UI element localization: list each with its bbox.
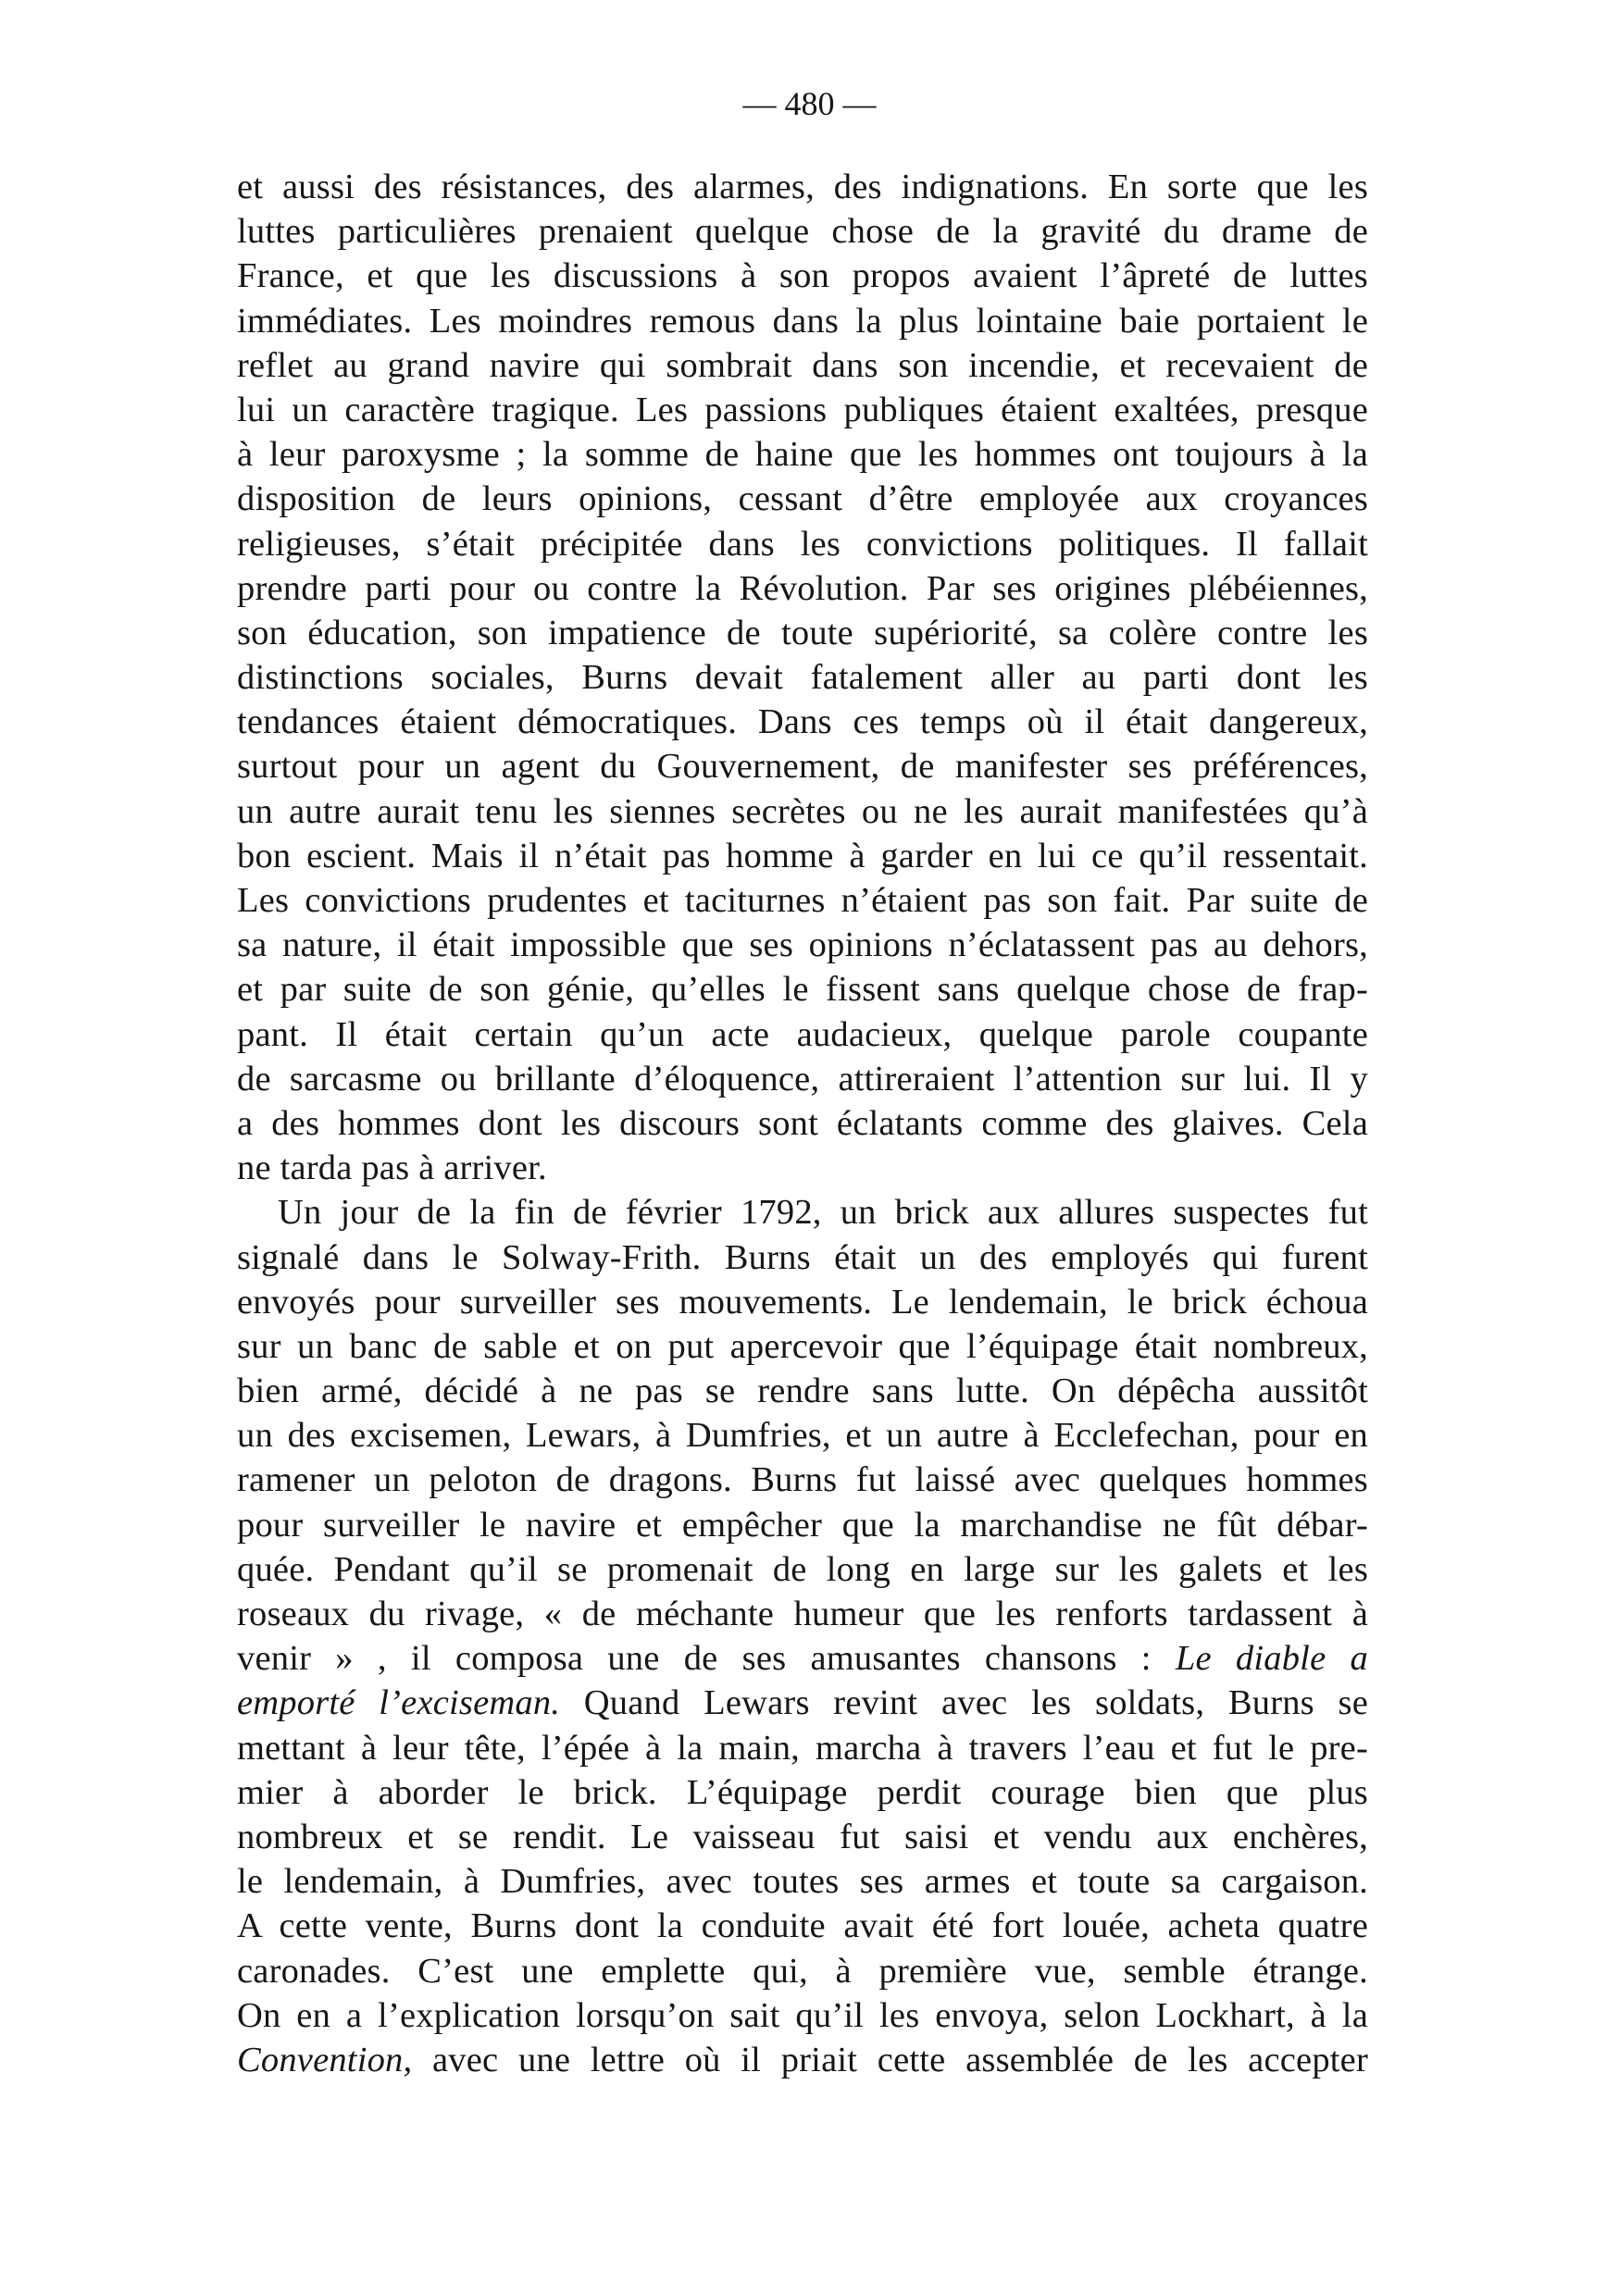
text-line <box>237 2038 1368 2082</box>
text-line: le lendemain, à Dumfries, avec toutes ses armes et toute sa cargaison. <box>237 1862 1368 1902</box>
song-title-italic: emporté l’exciseman. <box>237 1683 561 1723</box>
text-line: son éducation, son impatience de toute supériorité, sa colère contre les <box>237 613 1368 652</box>
text-line: mettant à leur tête, l’épée à la main, marcha à travers l’eau et fut le pre- <box>237 1728 1368 1768</box>
text-line: reflet au grand navire qui sombrait dans son incendie, et recevaient de <box>237 345 1368 385</box>
text-line: un autre aurait tenu les siennes secrètes ou ne les aurait manifestées qu’à <box>237 791 1368 831</box>
paragraph <box>237 1190 1368 2082</box>
text-line: A cette vente, Burns dont la conduite avait été fort louée, acheta quatre <box>237 1906 1368 1946</box>
text-line: religieuses, s’était précipitée dans les convictions politiques. Il fallait <box>237 524 1368 564</box>
text-line: et aussi des résistances, des alarmes, des indignations. En sorte que les <box>237 168 1368 206</box>
text-line: immédiates. Les moindres remous dans la plus lointaine baie portaient le <box>237 301 1368 341</box>
text-line: roseaux du rivage, « de méchante humeur que les renforts tardassent à <box>237 1595 1368 1633</box>
text-line: lui un caractère tragique. Les passions publiques étaient exaltées, presque <box>237 390 1368 429</box>
text-line: caronades. C’est une emplette qui, à première vue, semble étrange. <box>237 1951 1368 1991</box>
text-line: sa nature, il était impossible que ses opinions n’éclatassent pas au dehors, <box>237 925 1368 965</box>
text-line: envoyés pour surveiller ses mouvements. Le lendemain, le brick échoua <box>237 1282 1368 1322</box>
text-line: un des excisemen, Lewars, à Dumfries, et un autre à Ecclefechan, pour en <box>237 1416 1368 1456</box>
text-line: de sarcasme ou brillante d’éloquence, attireraient l’attention sur lui. Il y <box>237 1059 1368 1098</box>
convention-italic: Convention, <box>237 2040 413 2079</box>
text-line: à leur paroxysme ; la somme de haine que les hommes ont toujours à la <box>237 435 1368 475</box>
text-line: bien armé, décidé à ne pas se rendre sans lutte. On dépêcha aussitôt <box>237 1371 1368 1411</box>
text-line: disposition de leurs opinions, cessant d’être employée aux croyances <box>237 479 1368 519</box>
text-line <box>237 1636 1368 1681</box>
text-line: France, et que les discussions à son propos avaient l’âpreté de luttes <box>237 256 1368 296</box>
paragraph <box>237 165 1368 1190</box>
song-title-italic: Le diable a <box>1175 1639 1368 1679</box>
text-line: Un jour de la fin de février 1792, un brick aux allures suspectes fut <box>278 1193 1368 1233</box>
text-line: ramener un peloton de dragons. Burns fut laissé avec quelques hommes <box>237 1460 1368 1500</box>
text-line <box>237 1681 1368 1725</box>
text-line: a des hommes dont les discours sont éclatants comme des glaives. Cela <box>237 1103 1368 1143</box>
text-line: signalé dans le Solway-Frith. Burns était un des employés qui furent <box>237 1237 1368 1277</box>
text-line: bon escient. Mais il n’était pas homme à garder en lui ce qu’il ressentait. <box>237 836 1368 875</box>
text-line: nombreux et se rendit. Le vaisseau fut saisi et vendu aux enchères, <box>237 1817 1368 1856</box>
text-line: sur un banc de sable et on put apercevoir que l’équipage était nombreux, <box>237 1326 1368 1366</box>
text-line: Les convictions prudentes et taciturnes n’étaient pas son fait. Par suite de <box>237 881 1368 920</box>
text-line: pant. Il était certain qu’un acte audacieux, quelque parole coupante <box>237 1014 1368 1054</box>
text-segment: venir » , il composa une de ses amusantes chansons : <box>237 1639 1152 1679</box>
page-number: — 480 — <box>742 85 877 122</box>
text-line: distinctions sociales, Burns devait fatalement aller au parti dont les <box>237 658 1368 698</box>
text-line: mier à aborder le brick. L’équipage perdit courage bien que plus <box>237 1772 1368 1812</box>
text-segment: Quand Lewars revint avec les soldats, Burns se <box>560 1683 1368 1723</box>
text-line: ne tarda pas à arriver. <box>237 1148 547 1188</box>
text-segment: avec une lettre où il priait cette assemblée de les accepter <box>412 2040 1368 2079</box>
text-line: pour surveiller le navire et empêcher que la marchandise ne fût débar- <box>237 1505 1368 1545</box>
text-line: surtout pour un agent du Gouvernement, de manifester ses préférences, <box>237 747 1368 787</box>
text-line: quée. Pendant qu’il se promenait de long en large sur les galets et les <box>237 1549 1368 1589</box>
text-line: tendances étaient démocratiques. Dans ces temps où il était dangereux, <box>237 702 1368 742</box>
text-line: On en a l’explication lorsqu’on sait qu’il les envoya, selon Lockhart, à la <box>237 1995 1368 2035</box>
text-line: prendre parti pour ou contre la Révolution. Par ses origines plébéiennes, <box>237 568 1368 608</box>
text-line: luttes particulières prenaient quelque chose de la gravité du drame de <box>237 212 1368 252</box>
text-line: et par suite de son génie, qu’elles le fissent sans quelque chose de frap- <box>237 970 1368 1010</box>
text-block <box>237 165 1368 2082</box>
